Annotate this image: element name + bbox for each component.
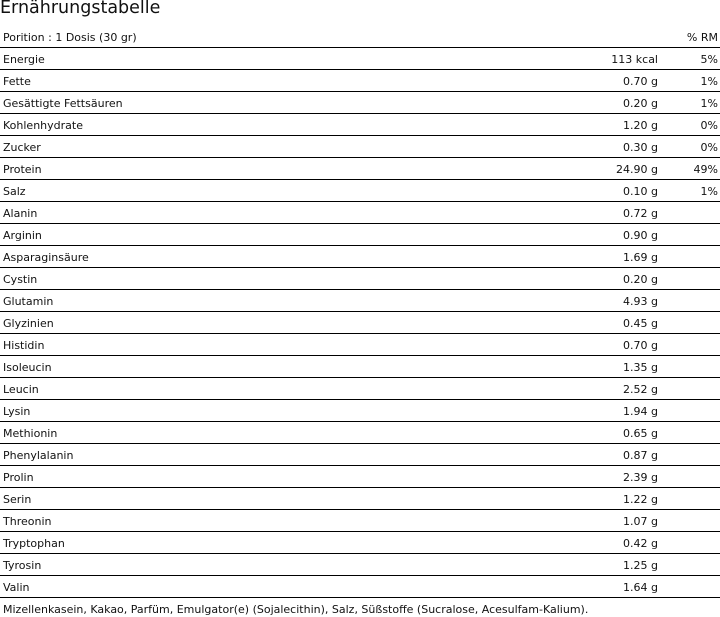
nutrient-value: 2.52 g — [623, 383, 658, 396]
table-row — [0, 114, 720, 136]
table-row — [0, 444, 720, 466]
table-row — [0, 92, 720, 114]
nutrient-value: 0.45 g — [623, 317, 658, 330]
nutrient-name: Histidin — [3, 339, 45, 352]
table-row — [0, 136, 720, 158]
table-row — [0, 334, 720, 356]
table-header-row — [0, 26, 720, 48]
nutrient-name: Protein — [3, 163, 42, 176]
ingredients-text: Mizellenkasein, Kakao, Parfüm, Emulgator(e) (Sojalecithin), Salz, Süßstoffe (Sucralose, Acesulfam-Kalium). — [3, 603, 589, 616]
table-row — [0, 290, 720, 312]
nutrient-name: Tyrosin — [3, 559, 42, 572]
nutrient-value: 1.35 g — [623, 361, 658, 374]
nutrient-value: 0.30 g — [623, 141, 658, 154]
nutrient-name: Prolin — [3, 471, 34, 484]
nutrient-value: 0.10 g — [623, 185, 658, 198]
nutrient-value: 1.69 g — [623, 251, 658, 264]
nutrient-pct: 0% — [700, 119, 718, 132]
nutrient-pct: 1% — [700, 97, 718, 110]
nutrient-name: Valin — [3, 581, 30, 594]
nutrient-value: 1.94 g — [623, 405, 658, 418]
nutrient-value: 0.87 g — [623, 449, 658, 462]
nutrient-name: Phenylalanin — [3, 449, 74, 462]
nutrient-pct: 5% — [700, 53, 718, 66]
nutrient-name: Arginin — [3, 229, 42, 242]
nutrient-name: Gesättigte Fettsäuren — [3, 97, 123, 110]
table-row — [0, 510, 720, 532]
nutrient-name: Salz — [3, 185, 26, 198]
nutrient-name: Glutamin — [3, 295, 54, 308]
nutrient-value: 113 kcal — [611, 53, 658, 66]
nutrient-value: 0.72 g — [623, 207, 658, 220]
nutrient-name: Zucker — [3, 141, 41, 154]
nutrient-value: 1.25 g — [623, 559, 658, 572]
nutrient-name: Threonin — [3, 515, 52, 528]
portion-label: Porition : 1 Dosis (30 gr) — [3, 31, 137, 44]
nutrient-value: 0.20 g — [623, 97, 658, 110]
table-row — [0, 224, 720, 246]
nutrient-name: Glyzinien — [3, 317, 54, 330]
nutrient-name: Tryptophan — [3, 537, 65, 550]
table-row — [0, 312, 720, 334]
table-body — [0, 48, 720, 598]
nutrient-name: Serin — [3, 493, 32, 506]
table-row — [0, 246, 720, 268]
nutrient-name: Isoleucin — [3, 361, 52, 374]
nutrient-name: Energie — [3, 53, 45, 66]
nutrient-pct: 1% — [700, 185, 718, 198]
nutrient-name: Kohlenhydrate — [3, 119, 83, 132]
table-row — [0, 70, 720, 92]
page-title: Ernährungstabelle — [0, 0, 161, 18]
nutrient-pct: 49% — [693, 163, 718, 176]
nutrient-name: Fette — [3, 75, 31, 88]
nutrient-value: 2.39 g — [623, 471, 658, 484]
nutrient-value: 1.64 g — [623, 581, 658, 594]
table-row — [0, 488, 720, 510]
nutrient-name: Methionin — [3, 427, 58, 440]
nutrient-value: 1.07 g — [623, 515, 658, 528]
table-row — [0, 158, 720, 180]
table-row — [0, 378, 720, 400]
nutrient-value: 1.22 g — [623, 493, 658, 506]
table-row — [0, 466, 720, 488]
nutrient-value: 0.90 g — [623, 229, 658, 242]
table-row — [0, 356, 720, 378]
table-row — [0, 554, 720, 576]
nutrient-name: Lysin — [3, 405, 31, 418]
nutrient-value: 0.70 g — [623, 339, 658, 352]
table-row — [0, 576, 720, 598]
nutrient-pct: 1% — [700, 75, 718, 88]
table-row — [0, 202, 720, 224]
nutrient-value: 1.20 g — [623, 119, 658, 132]
nutrient-value: 0.70 g — [623, 75, 658, 88]
table-row — [0, 532, 720, 554]
nutrient-name: Asparaginsäure — [3, 251, 89, 264]
nutrient-name: Cystin — [3, 273, 38, 286]
nutrient-value: 0.65 g — [623, 427, 658, 440]
nutrient-value: 24.90 g — [616, 163, 658, 176]
nutrient-name: Leucin — [3, 383, 39, 396]
nutrition-table — [0, 26, 720, 598]
table-row — [0, 422, 720, 444]
nutrient-name: Alanin — [3, 207, 38, 220]
pct-rm-header: % RM — [686, 31, 718, 44]
nutrient-value: 4.93 g — [623, 295, 658, 308]
table-row — [0, 268, 720, 290]
nutrient-value: 0.42 g — [623, 537, 658, 550]
nutrient-value: 0.20 g — [623, 273, 658, 286]
nutrient-pct: 0% — [700, 141, 718, 154]
table-row — [0, 400, 720, 422]
table-row — [0, 48, 720, 70]
table-row — [0, 180, 720, 202]
